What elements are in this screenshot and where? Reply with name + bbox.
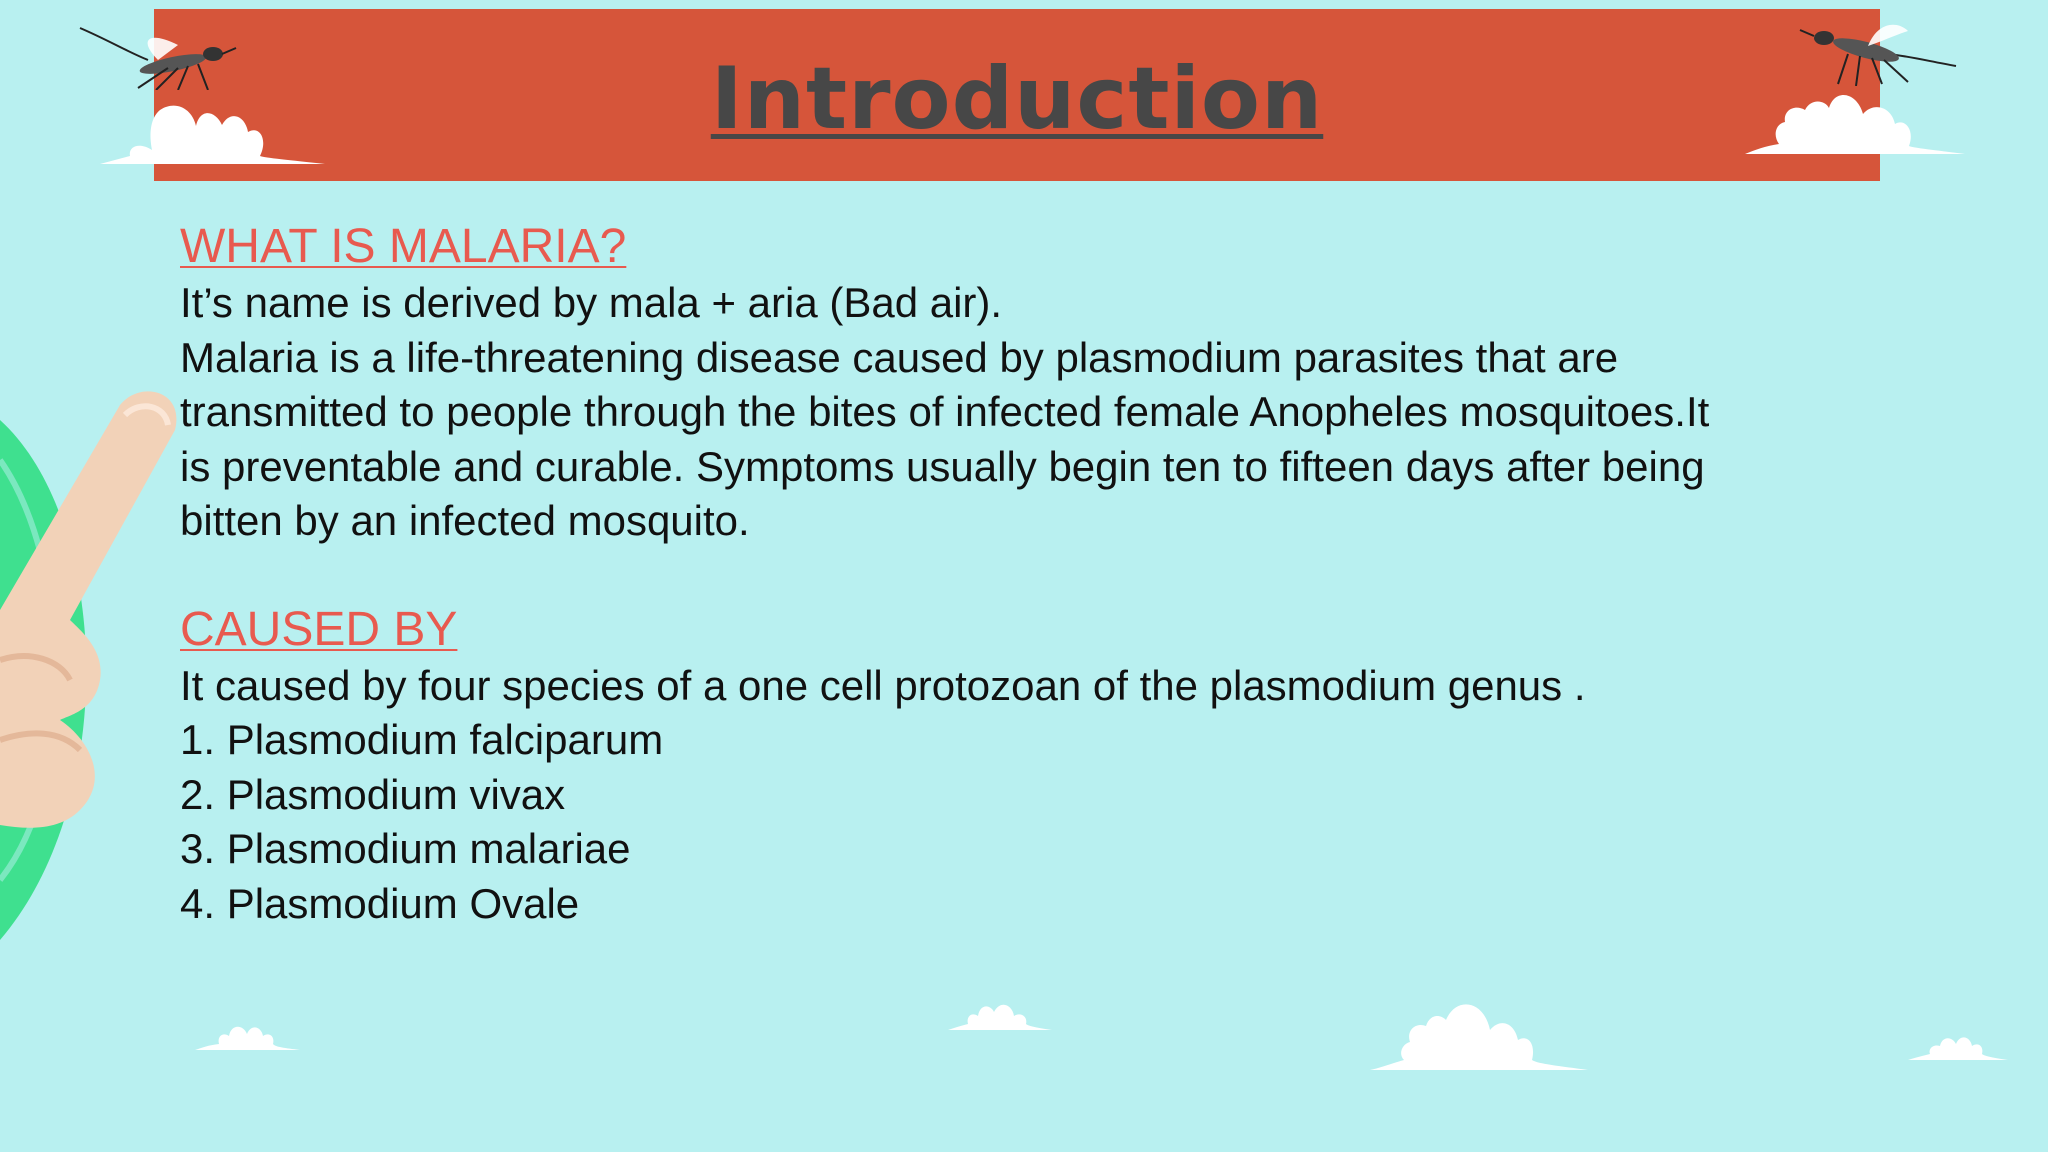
section-caused-by: [180, 601, 1880, 932]
pointing-finger-icon: [0, 380, 190, 840]
cloud-icon: [1370, 990, 1588, 1072]
section-heading: WHAT IS MALARIA?: [180, 220, 627, 273]
cloud-icon: [1908, 1022, 2008, 1062]
list-item: 3. Plasmodium malariae: [180, 825, 631, 872]
cloud-icon: [948, 990, 1052, 1032]
slide-content: [180, 218, 1880, 931]
section-what-is-malaria: [180, 218, 1880, 549]
title-banner: [154, 9, 1880, 181]
section-spacer: [180, 549, 1880, 601]
section-heading: CAUSED BY: [180, 602, 458, 656]
cloud-icon: [1745, 74, 1965, 156]
body-line: It caused by four species of a one cell protozoan of the plasmodium genus .: [180, 661, 1586, 709]
cloud-icon: [100, 80, 325, 166]
body-line: is preventable and curable. Symptoms usually begin ten to fifteen days after being: [180, 442, 1705, 490]
list-item: 4. Plasmodium Ovale: [180, 879, 580, 927]
cloud-icon: [195, 1012, 300, 1052]
list-item: 1. Plasmodium falciparum: [180, 716, 664, 763]
body-line: It’s name is derived by mala + aria (Bad air).: [180, 279, 1003, 326]
body-line: bitten by an infected mosquito.: [180, 497, 750, 544]
list-item: 2. Plasmodium vivax: [180, 770, 566, 818]
body-line: transmitted to people through the bites of infected female Anopheles mosquitoes.It: [180, 388, 1710, 435]
body-line: Malaria is a life-threatening disease caused by plasmodium parasites that are: [180, 333, 1619, 381]
slide-title: Introduction: [710, 49, 1324, 149]
